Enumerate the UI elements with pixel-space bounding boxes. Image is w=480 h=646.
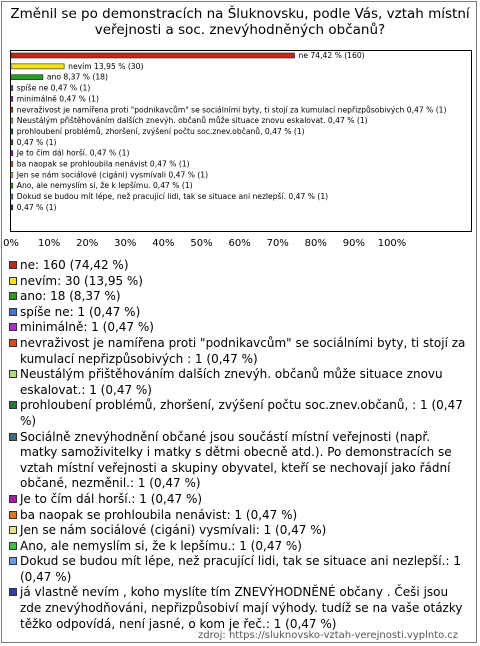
legend-swatch	[9, 339, 17, 347]
legend-swatch	[9, 588, 17, 596]
legend-label: minimálně: 1 (0,47 %)	[20, 320, 154, 335]
legend-swatch	[9, 495, 17, 503]
legend-swatch	[9, 542, 17, 550]
bar-6	[11, 118, 13, 123]
legend-item	[9, 508, 471, 524]
bar-label-0: ne 74,42 % (160)	[298, 51, 365, 60]
legend-swatch	[9, 308, 17, 316]
legend-item	[9, 430, 471, 492]
x-tick-label: 100%	[377, 238, 407, 249]
bar-chart-svg	[0, 0, 480, 260]
x-tick-label: 10%	[37, 238, 61, 249]
legend-label: Jen se nám sociálové (cigáni) vysmívali: 1 (0,47 %)	[20, 523, 327, 538]
bar-label-10: ba naopak se prohloubila nenávist 0,47 % (1)	[16, 159, 190, 169]
legend-item	[9, 274, 471, 290]
legend-item	[9, 523, 471, 539]
legend-item	[9, 305, 471, 321]
bar-14	[11, 205, 13, 210]
legend-item	[9, 336, 471, 367]
bar-10	[11, 162, 13, 167]
x-tick-label: 90%	[342, 238, 366, 249]
bar-12	[11, 183, 13, 188]
legend-swatch	[9, 261, 17, 269]
x-tick-label: 60%	[228, 238, 251, 249]
legend-item	[9, 258, 471, 274]
legend-label: nevím: 30 (13,95 %)	[20, 273, 143, 288]
legend	[9, 258, 471, 632]
x-tick-label: 50%	[190, 238, 213, 249]
x-tick-label: 80%	[304, 238, 327, 249]
legend-swatch	[9, 526, 17, 534]
bar-9	[11, 151, 13, 156]
bar-1	[11, 64, 64, 69]
legend-label: Ano, ale nemyslím si, že k lepšímu.: 1 (0,47 %)	[20, 538, 302, 553]
legend-label: ba naopak se prohloubila nenávist: 1 (0,47 %)	[20, 507, 298, 522]
legend-item	[9, 320, 471, 336]
legend-item	[9, 398, 471, 429]
chart-title: Změnil se po demonstracích na Šluknovsku, podle Vás, vztah místní veřejnosti a soc. znevýhodněných občanů?	[10, 6, 470, 38]
bar-3	[11, 86, 13, 91]
bar-label-1: nevím 13,95 % (30)	[68, 61, 144, 71]
x-tick-label: 40%	[152, 238, 175, 249]
legend-label: nevraživost je namířena proti "podnikavcům" se sociálními byty, ti stojí za kumulací nepřizpůsobivých : 1 (0,47 %)	[20, 335, 466, 366]
legend-swatch	[9, 511, 17, 519]
legend-swatch	[9, 277, 17, 285]
legend-swatch	[9, 323, 17, 331]
x-tick-label: 70%	[266, 238, 289, 249]
bar-2	[11, 75, 43, 80]
bar-label-14: 0,47 % (1)	[16, 202, 57, 212]
legend-label: prohloubení problémů, zhoršení, zvýšení počtu soc.znev.občanů, : 1 (0,47 %)	[20, 398, 463, 428]
bar-label-2: ano 8,37 % (18)	[46, 72, 108, 82]
legend-label: Neustálým přištěhováním dalších znevýh. občanů může situace znovu eskalovat.: 1 (0,47 %)	[20, 367, 443, 397]
legend-item	[9, 539, 471, 555]
bar-11	[11, 172, 13, 177]
legend-label: já vlastně nevím , koho myslíte tím ZNEVÝHODNĚNÉ občany . Češi jsou zde znevýhodňováni, nepřizpůsobiví mají výhody. tudíž se na vaše otázky těžko odpovídá, není jasné, o kom je řeč.: 1 (0,47 %)	[20, 585, 463, 631]
bar-label-12: Ano, ale nemyslím si, že k lepšímu. 0,47 % (1)	[16, 181, 193, 191]
legend-swatch	[9, 557, 17, 565]
legend-swatch	[9, 292, 17, 300]
bar-8	[11, 140, 13, 145]
bar-label-13: Dokud se budou mít lépe, než pracující lidi, tak se situace ani nezlepší. 0,47 % (1)	[16, 192, 329, 202]
legend-item	[9, 554, 471, 585]
legend-swatch	[9, 370, 17, 378]
source-note: zdroj: https://sluknovsko-vztah-verejnosti.vyplnto.cz	[198, 630, 458, 641]
bar-label-7: prohloubení problémů, zhoršení, zvýšení počtu soc.znev.občanů, 0,47 % (1)	[16, 126, 305, 136]
bar-label-9: Je to čím dál horší. 0,47 % (1)	[16, 148, 130, 158]
x-tick-label: 30%	[114, 238, 137, 249]
bar-7	[11, 129, 13, 134]
legend-item	[9, 367, 471, 398]
bar-4	[11, 96, 13, 101]
legend-item	[9, 585, 471, 632]
legend-label: Sociálně znevýhodnění občané jsou součástí místní veřejnosti (např. matky samoživitelky i matky s dětmi obecně atd.). Po demonstracích se vztah místní veřejnosti a skupiny obyvatel, kteří se nechovají jako řádní občané, nezměnil.: 1 (0,47 %)	[20, 429, 452, 491]
legend-label: Je to čím dál horší.: 1 (0,47 %)	[20, 491, 203, 506]
legend-swatch	[9, 433, 17, 441]
x-tick-label: 0%	[3, 238, 19, 249]
legend-swatch	[9, 401, 17, 409]
legend-label: spíše ne: 1 (0,47 %)	[20, 304, 141, 319]
bar-label-4: minimálně 0,47 % (1)	[16, 94, 99, 104]
bar-label-3: spíše ne 0,47 % (1)	[16, 83, 91, 93]
bar-5	[11, 107, 13, 112]
bar-label-8: 0,47 % (1)	[16, 137, 57, 147]
bar-label-5: nevraživost je namířena proti "podnikavcům" se sociálními byty, ti stojí za kumulací nepřizpůsobivých 0,47 % (1)	[16, 105, 447, 115]
bar-0	[11, 53, 295, 58]
legend-item	[9, 492, 471, 508]
bar-label-6: Neustálým přištěhováním dalších znevýh. občanů může situace znovu eskalovat. 0,47 % (1)	[16, 116, 368, 126]
bar-13	[11, 194, 13, 199]
x-tick-label: 20%	[76, 238, 99, 249]
legend-label: Dokud se budou mít lépe, než pracující lidi, tak se situace ani nezlepší.: 1 (0,47 %)	[20, 554, 461, 584]
legend-label: ano: 18 (8,37 %)	[20, 289, 121, 304]
bar-label-11: Jen se nám sociálové (cigáni) vysmívali 0,47 % (1)	[16, 170, 209, 180]
legend-label: ne: 160 (74,42 %)	[20, 258, 129, 272]
legend-item	[9, 289, 471, 305]
